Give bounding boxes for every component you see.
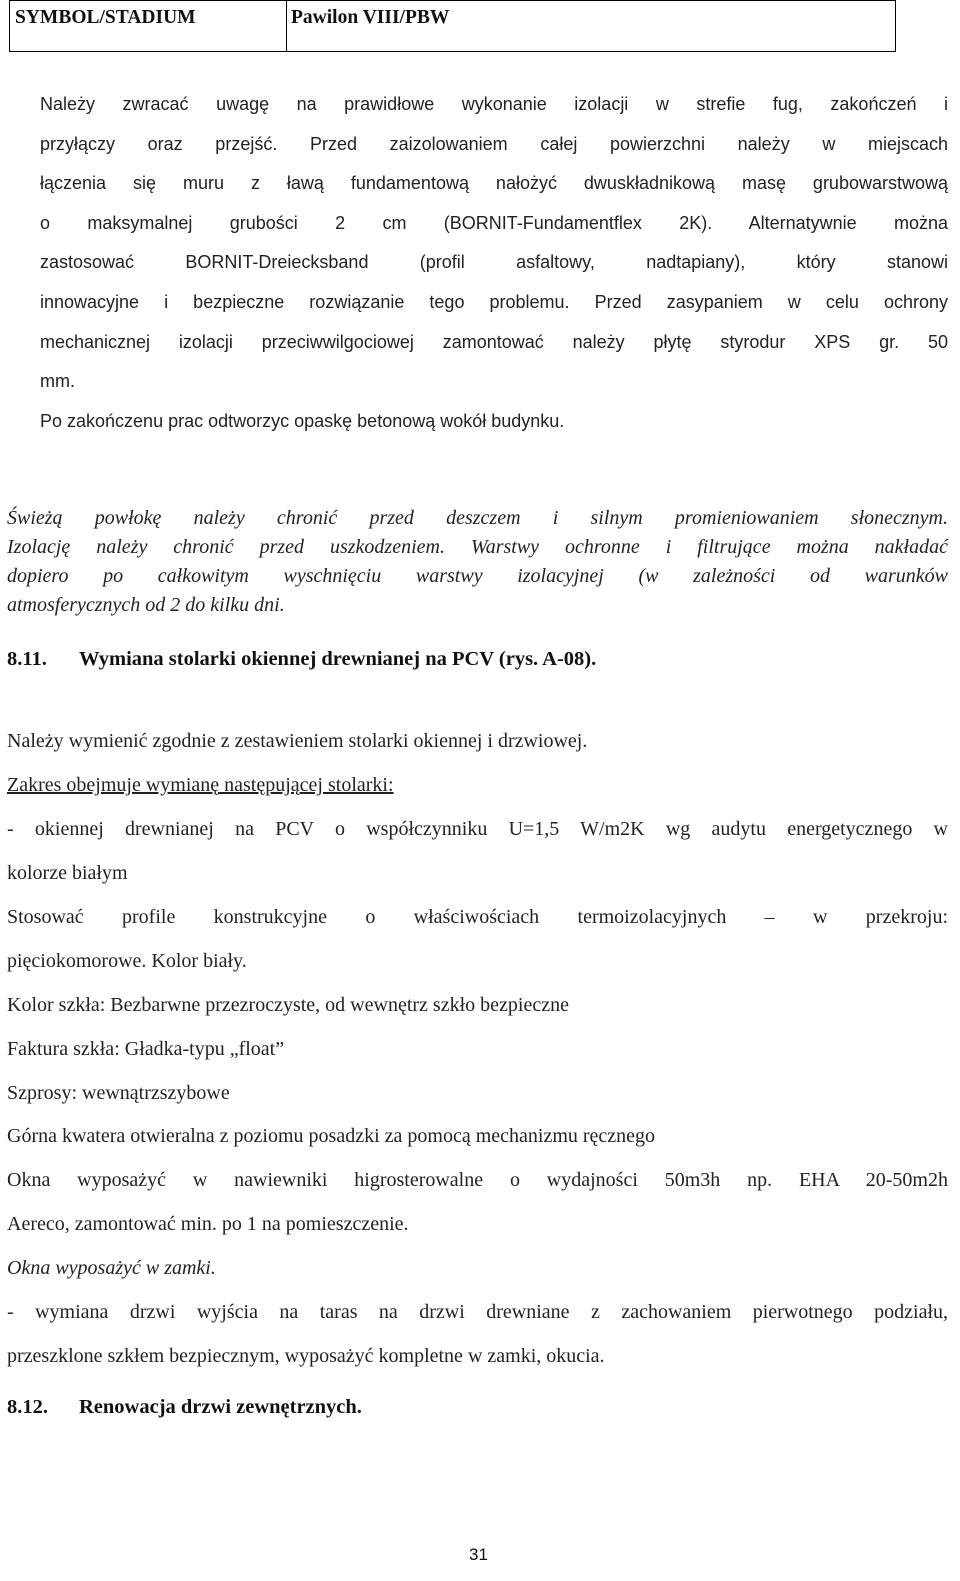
body-line: kolorze białym: [7, 862, 128, 884]
protection-note-italic: [7, 504, 948, 620]
document-header-table: [9, 0, 896, 52]
paragraph-line: mm.: [40, 371, 75, 392]
body-line: przeszklone szkłem bezpiecznym, wyposażyć kompletne w zamki, okucia.: [7, 1345, 605, 1367]
body-line: pięciokomorowe. Kolor biały.: [7, 950, 247, 972]
body-line: Aereco, zamontować min. po 1 na pomieszczenie.: [7, 1213, 409, 1235]
scope-heading: Zakres obejmuje wymianę następującej stolarki:: [7, 774, 394, 796]
paragraph-line: Po zakończenu prac odtworzyc opaskę betonową wokół budynku.: [40, 410, 565, 431]
italic-line: atmosferycznych od 2 do kilku dni.: [7, 594, 285, 616]
italic-line: dopiero po całkowitym wyschnięciu warstwy izolacyjnej (w zależności od warunków: [7, 565, 948, 587]
body-line: - wymiana drzwi wyjścia na taras na drzwi drewniane z zachowaniem pierwotnego podziału,: [7, 1301, 948, 1323]
page-number: [0, 1545, 960, 1565]
body-line: Szprosy: wewnątrzszybowe: [7, 1082, 230, 1104]
header-cell-object: [287, 1, 895, 51]
header-symbol-text: SYMBOL/STADIUM: [15, 7, 196, 28]
body-line: Stosować profile konstrukcyjne o właściwościach termoizolacyjnych – w przekroju:: [7, 906, 948, 928]
body-line-italic: Okna wyposażyć w zamki.: [7, 1257, 216, 1279]
body-line: Kolor szkła: Bezbarwne przezroczyste, od wewnętrz szkło bezpieczne: [7, 994, 569, 1016]
section-heading-8-12: [7, 1396, 362, 1419]
paragraph-line: zastosować BORNIT-Dreiecksband (profil asfaltowy, nadtapiany), który stanowi: [40, 252, 948, 273]
paragraph-line: Należy zwracać uwagę na prawidłowe wykonanie izolacji w strefie fug, zakończeń i: [40, 94, 948, 114]
section-number: 8.12.: [7, 1396, 48, 1418]
section-title: Renowacja drzwi zewnętrznych.: [79, 1396, 362, 1418]
header-cell-symbol: [10, 1, 287, 51]
body-line: Należy wymienić zgodnie z zestawieniem stolarki okiennej i drzwiowej.: [7, 730, 588, 752]
section-heading-8-11: [7, 648, 596, 671]
paragraph-line: o maksymalnej grubości 2 cm (BORNIT-Fundamentflex 2K). Alternatywnie można: [40, 212, 948, 233]
body-line: Okna wyposażyć w nawiewniki higrosterowalne o wydajności 50m3h np. EHA 20-50m2h: [7, 1169, 948, 1191]
paragraph-line: przyłączy oraz przejść. Przed zaizolowaniem całej powierzchni należy w miejscach: [40, 133, 948, 154]
insulation-paragraph: [40, 85, 948, 441]
page-number-text: 31: [469, 1545, 488, 1564]
body-line: - okiennej drewnianej na PCV o współczynniku U=1,5 W/m2K wg audytu energetycznego w: [7, 818, 948, 840]
paragraph-line: łączenia się muru z ławą fundamentową nałożyć dwuskładnikową masę grubowarstwową: [40, 173, 948, 194]
section-number: 8.11.: [7, 648, 47, 670]
body-line: Górna kwatera otwieralna z poziomu posadzki za pomocą mechanizmu ręcznego: [7, 1125, 656, 1147]
paragraph-line: innowacyjne i bezpieczne rozwiązanie tego problemu. Przed zasypaniem w celu ochrony: [40, 291, 948, 312]
header-object-text: Pawilon VIII/PBW: [291, 7, 450, 28]
paragraph-line: mechanicznej izolacji przeciwwilgociowej zamontować należy płytę styrodur XPS gr. 50: [40, 331, 948, 352]
italic-line: Świeżą powłokę należy chronić przed deszczem i silnym promieniowaniem słonecznym.: [7, 507, 948, 529]
body-line: Faktura szkła: Gładka-typu „float”: [7, 1038, 285, 1060]
section-title: Wymiana stolarki okiennej drewnianej na PCV (rys. A-08).: [79, 648, 597, 670]
italic-line: Izolację należy chronić przed uszkodzeniem. Warstwy ochronne i filtrujące można nakładać: [7, 536, 948, 558]
